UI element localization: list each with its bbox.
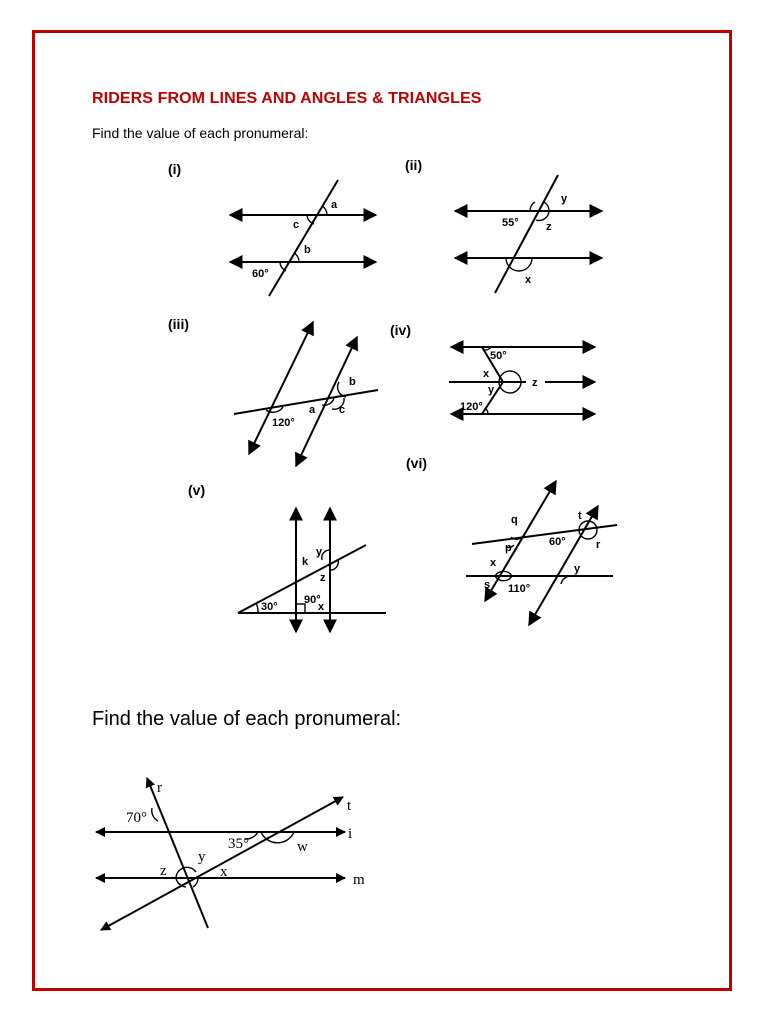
figure-number: (v): [188, 482, 206, 498]
parallel-line: [529, 506, 598, 625]
angle-label: 120°: [460, 401, 483, 413]
angle-arc: [176, 878, 186, 887]
angle-label: s: [484, 579, 491, 591]
angle-label: y: [198, 849, 206, 865]
transversal: [234, 390, 378, 414]
angle-label: b: [349, 376, 356, 388]
angle-arc: [152, 808, 158, 821]
line-label: r: [157, 780, 162, 796]
angle-label: x: [318, 601, 325, 613]
angle-label: c: [293, 219, 300, 231]
angle-label: x: [490, 557, 497, 569]
figure-iii: [168, 316, 378, 466]
angle-label: q: [511, 514, 518, 526]
angle-label: y: [561, 193, 568, 205]
angle-label: p: [505, 542, 512, 554]
figure-i: [168, 161, 376, 296]
angle-label: 120°: [272, 417, 295, 429]
line-label: m: [353, 872, 365, 888]
angle-label: b: [304, 244, 311, 256]
figure-ii: [405, 157, 602, 293]
instruction-text: Find the value of each pronumeral:: [92, 125, 309, 141]
angle-label: z: [160, 863, 167, 879]
angle-label: y: [488, 384, 495, 396]
angle-label: a: [331, 199, 338, 211]
line-label: t: [347, 798, 352, 814]
transversal: [269, 180, 338, 296]
bottom-figure: [96, 778, 365, 930]
angle-label: w: [297, 839, 308, 855]
angle-label: z: [546, 221, 552, 233]
angle-label: k: [302, 556, 309, 568]
angle-arc: [256, 603, 258, 613]
angle-label: x: [483, 368, 490, 380]
angle-label: 70°: [126, 810, 147, 826]
parallel-line: [249, 322, 313, 454]
angle-label: 55°: [502, 217, 519, 229]
angle-label: a: [309, 404, 316, 416]
figure-number: (vi): [406, 455, 427, 471]
figure-number: (iii): [168, 316, 189, 332]
angle-arc: [530, 202, 535, 211]
angle-label: 35°: [228, 836, 249, 852]
line-label: i: [348, 826, 353, 842]
figure-v: [188, 482, 386, 632]
figure-number: (ii): [405, 157, 423, 173]
figure-number: (i): [168, 161, 182, 177]
angle-label: 60°: [549, 536, 566, 548]
angle-label: y: [574, 563, 581, 575]
angle-label: c: [339, 404, 346, 416]
figure-vi: [406, 455, 617, 625]
angle-label: t: [578, 510, 582, 522]
angle-arc: [322, 550, 330, 560]
worksheet-title: RIDERS FROM LINES AND ANGLES & TRIANGLES: [92, 90, 482, 107]
angle-label: 60°: [252, 268, 269, 280]
angle-label: z: [532, 377, 538, 389]
angle-label: 110°: [508, 583, 531, 595]
angle-arc: [561, 576, 571, 584]
angle-label: 90°: [304, 594, 321, 606]
angle-label: z: [320, 572, 326, 584]
angle-label: 30°: [261, 601, 278, 613]
angle-label: x: [220, 864, 228, 880]
angle-arc: [544, 202, 549, 211]
instruction-text-large: Find the value of each pronumeral:: [92, 708, 402, 730]
figure-number: (iv): [390, 322, 411, 338]
angle-label: 50°: [490, 350, 507, 362]
angle-label: y: [316, 546, 323, 558]
angle-label: x: [525, 274, 532, 286]
angle-label: r: [596, 539, 601, 551]
figure-iv: [390, 322, 595, 414]
